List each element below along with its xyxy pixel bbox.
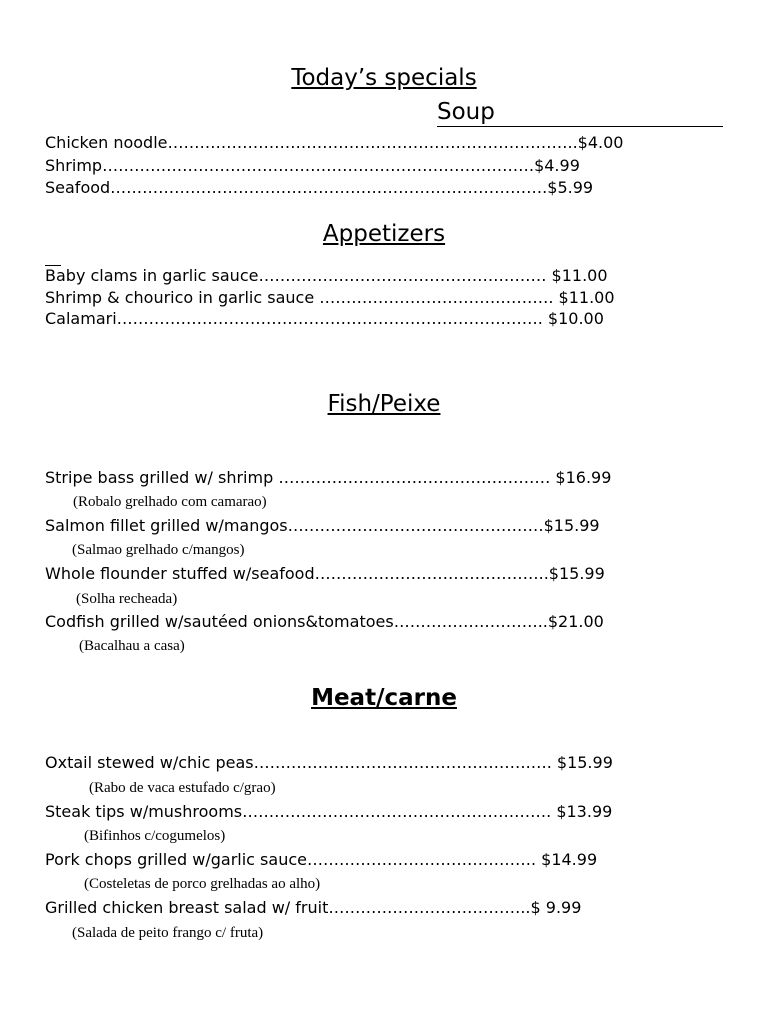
item-translation: (Bacalhau a casa) <box>79 638 185 654</box>
dot-leader: ……………………………….. <box>328 898 531 917</box>
fish-heading: Fish/Peixe <box>327 391 441 417</box>
item-price: $14.99 <box>541 850 598 869</box>
menu-item-row <box>45 468 611 488</box>
appetizers-heading: Appetizers <box>322 221 446 247</box>
soup-heading: Soup <box>437 98 723 127</box>
item-price: $4.99 <box>534 156 580 175</box>
item-translation: (Salada de peito frango c/ fruta) <box>72 925 264 941</box>
item-name: Steak tips w/mushrooms <box>45 802 243 821</box>
item-price: $5.99 <box>547 178 594 197</box>
item-name: Grilled chicken breast salad w/ fruit <box>45 898 329 917</box>
item-price: $21.00 <box>547 612 604 631</box>
dot-leader: ……………………….. <box>393 612 548 631</box>
dot-leader: ……………………………………………………………………… <box>102 156 535 175</box>
item-price: $10.00 <box>547 309 604 328</box>
menu-item-row <box>45 156 580 176</box>
item-name: Stripe bass grilled w/ shrimp <box>45 468 279 487</box>
page-title: Today’s specials <box>291 65 477 91</box>
menu-item-row <box>45 753 613 773</box>
item-translation: (Robalo grelhado com camarao) <box>73 494 267 510</box>
dot-leader: …………………………………………….…. <box>253 753 557 772</box>
item-price: $15.99 <box>548 564 605 583</box>
item-price: $11.00 <box>551 266 608 285</box>
item-name: Codfish grilled w/sautéed onions&tomatoes <box>45 612 394 631</box>
meat-heading: Meat/carne <box>311 685 457 711</box>
item-name: Chicken noodle <box>45 133 168 152</box>
menu-item-row <box>45 898 581 918</box>
dot-leader: ………………………………………… <box>287 516 544 535</box>
menu-item-row <box>45 802 612 822</box>
item-name: Seafood <box>45 178 111 197</box>
item-price: $4.00 <box>577 133 624 152</box>
dot-leader: …………………………………………………. <box>242 802 557 821</box>
item-price: $15.99 <box>543 516 600 535</box>
dot-leader: ………………………………………………………………………. <box>110 178 548 197</box>
menu-item-row <box>45 288 615 308</box>
item-name: Salmon fillet grilled w/mangos <box>45 516 288 535</box>
menu-item-row <box>45 612 604 632</box>
item-price: $16.99 <box>555 468 612 487</box>
menu-item-row <box>45 266 608 286</box>
menu-item-row <box>45 850 597 870</box>
item-name: Shrimp & chourico in garlic sauce <box>45 288 320 307</box>
item-price: $11.00 <box>558 288 615 307</box>
menu-item-row <box>45 564 605 584</box>
item-name: Pork chops grilled w/garlic sauce <box>45 850 307 869</box>
item-name: Shrimp <box>45 156 103 175</box>
menu-item-row <box>45 516 600 536</box>
item-translation: (Bifinhos c/cogumelos) <box>84 828 226 844</box>
dot-leader: …………………………………………… <box>278 468 556 487</box>
item-translation: (Costeletas de porco grelhadas ao alho) <box>84 876 321 892</box>
item-translation: (Rabo de vaca estufado c/grao) <box>89 780 276 796</box>
dot-leader: …………………………………….. <box>314 564 549 583</box>
item-name: Baby clams in garlic sauce <box>45 266 259 285</box>
item-translation: (Salmao grelhado c/mangos) <box>72 542 245 558</box>
dot-leader: ……………………………………………… <box>258 266 552 285</box>
dot-leader: ……………………………………………………………….……. <box>116 309 548 328</box>
item-name: Whole flounder stuffed w/seafood <box>45 564 315 583</box>
item-name: Calamari <box>45 309 117 328</box>
item-price: $ 9.99 <box>530 898 582 917</box>
item-price: $13.99 <box>556 802 613 821</box>
menu-item-row <box>45 309 604 329</box>
item-translation: (Solha recheada) <box>76 591 178 607</box>
dot-leader: …………………………….………. <box>319 288 559 307</box>
dot-leader: ………………………………………………………………….. <box>167 133 578 152</box>
item-name: Oxtail stewed w/chic peas <box>45 753 254 772</box>
menu-item-row <box>45 178 593 198</box>
item-price: $15.99 <box>556 753 613 772</box>
dot-leader: ……………………………………. <box>306 850 542 869</box>
menu-item-row <box>45 133 623 153</box>
